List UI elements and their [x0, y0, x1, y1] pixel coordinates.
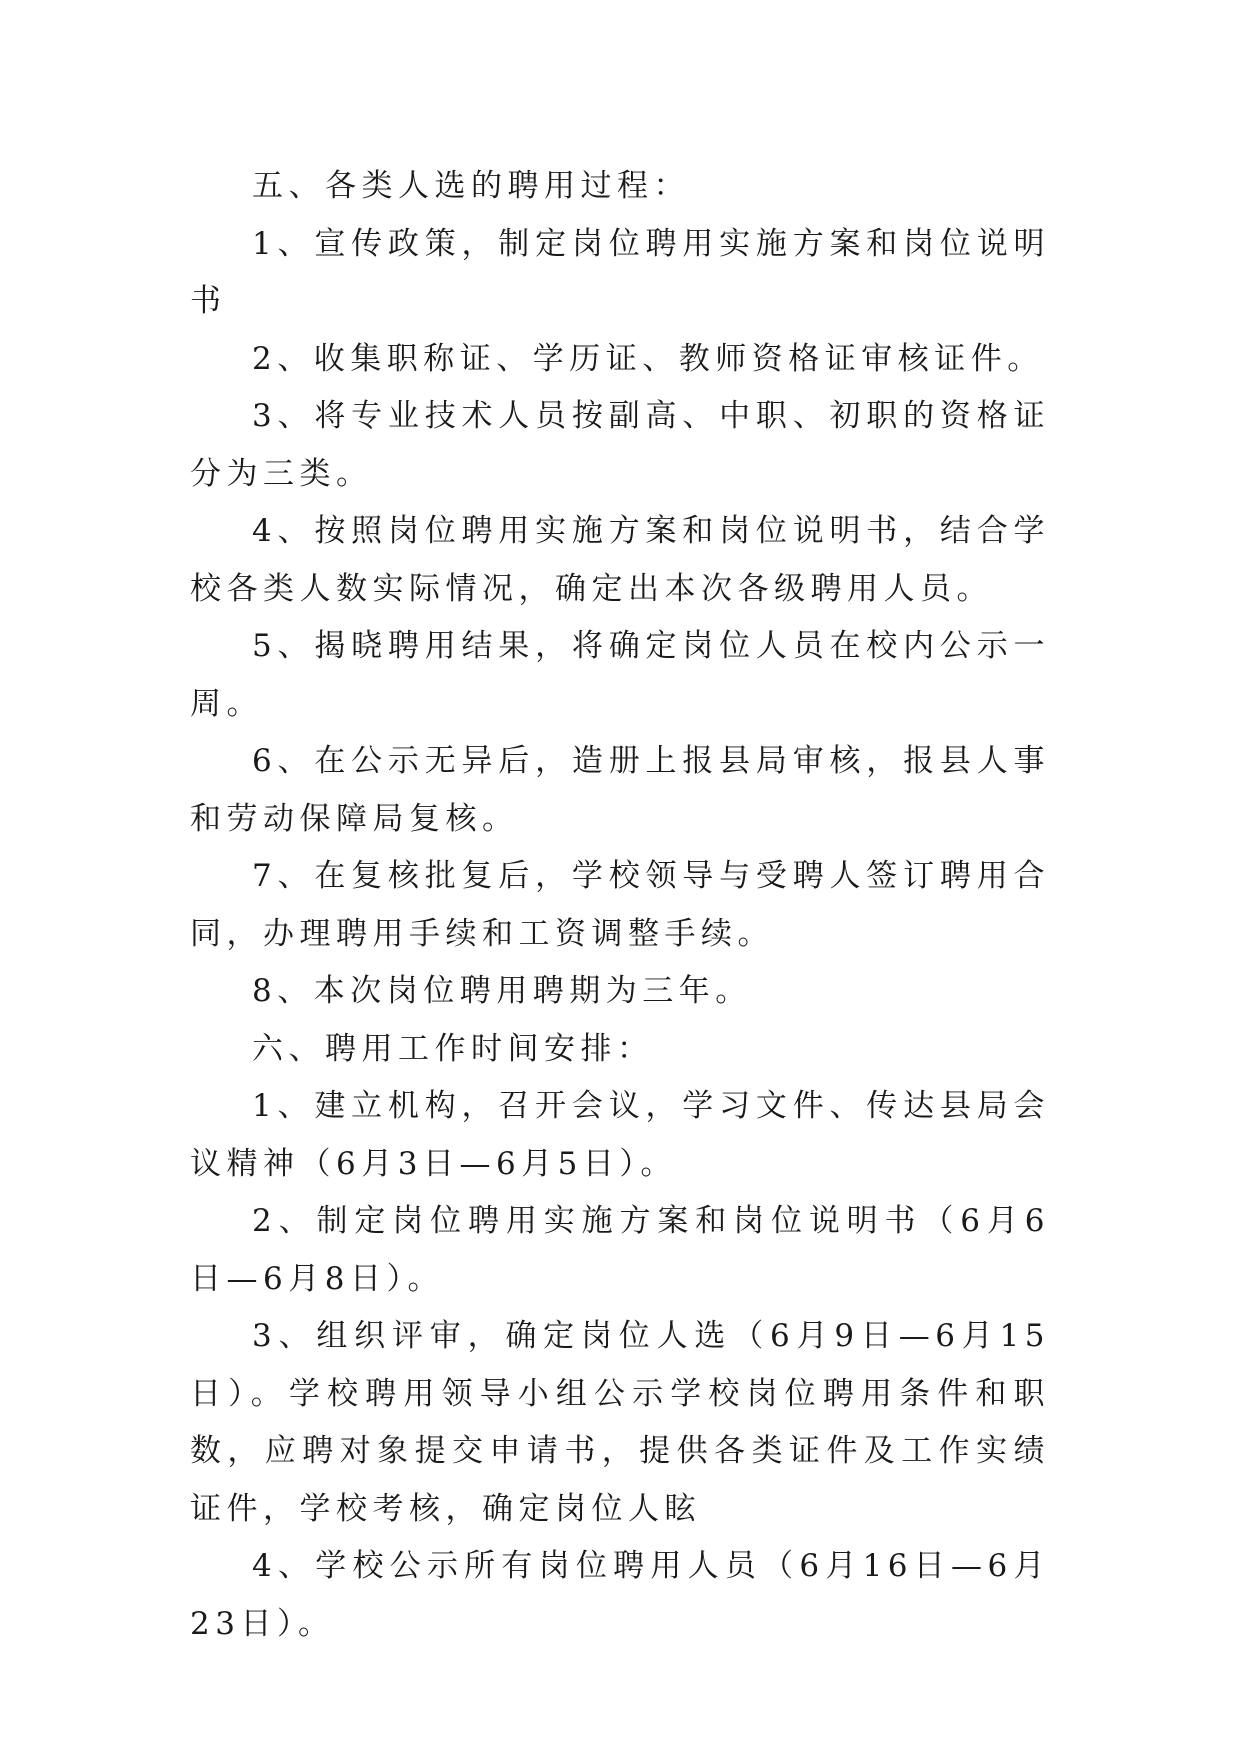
paragraph-item: 5、揭晓聘用结果，将确定岗位人员在校内公示一周。 [190, 628, 1050, 722]
paragraph-item: 4、按照岗位聘用实施方案和岗位说明书，结合学校各类人数实际情况，确定出本次各级聘用人员。 [190, 513, 1050, 607]
paragraph-item: 4、学校公示所有岗位聘用人员（6月16日—6月23日）。 [190, 1548, 1050, 1642]
document-body [190, 158, 1050, 1653]
paragraph-item: 2、制定岗位聘用实施方案和岗位说明书（6月6日—6月8日）。 [190, 1203, 1050, 1297]
paragraph-item: 3、组织评审，确定岗位人选（6月9日—6月15日）。学校聘用领导小组公示学校岗位聘用条件和职数，应聘对象提交申请书，提供各类证件及工作实绩证件，学校考核，确定岗位人眩 [190, 1318, 1050, 1527]
paragraph-item: 1、宣传政策，制定岗位聘用实施方案和岗位说明书 [190, 225, 1050, 319]
section-heading-five: 五、各类人选的聘用过程： [252, 168, 690, 204]
paragraph-item: 8、本次岗位聘用聘期为三年。 [252, 973, 752, 1009]
paragraph-item: 7、在复核批复后，学校领导与受聘人签订聘用合同，办理聘用手续和工资调整手续。 [190, 858, 1050, 952]
paragraph-item: 6、在公示无异后，造册上报县局审核，报县人事和劳动保障局复核。 [190, 743, 1050, 837]
paragraph-item: 3、将专业技术人员按副高、中职、初职的资格证分为三类。 [190, 398, 1050, 492]
section-heading-six: 六、聘用工作时间安排： [252, 1030, 654, 1067]
paragraph-item: 1、建立机构，召开会议，学习文件、传达县局会议精神（6月3日—6月5日）。 [190, 1088, 1050, 1182]
paragraph-item: 2、收集职称证、学历证、教师资格证审核证件。 [252, 340, 1044, 377]
